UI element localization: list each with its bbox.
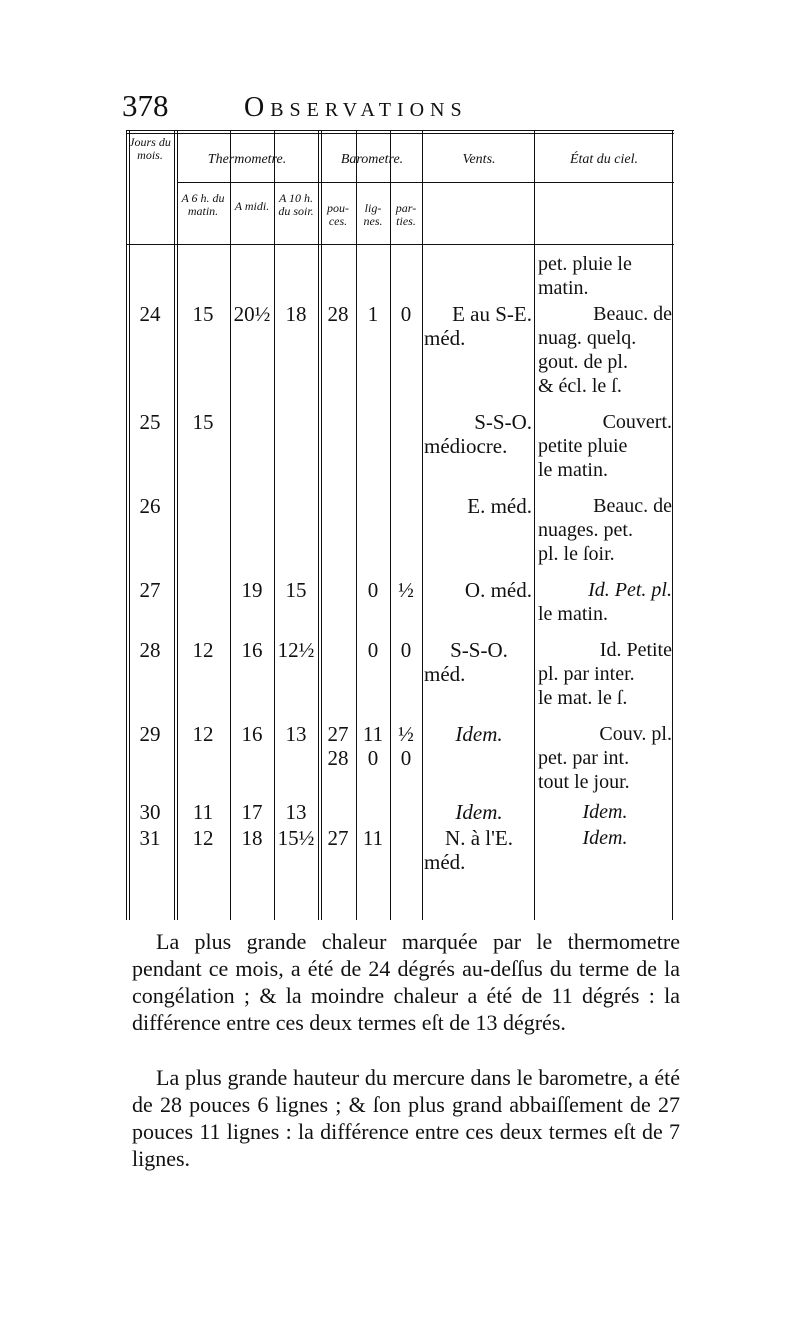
cell-baro-lines: 0	[367, 746, 379, 770]
cell-baro-lines: 11	[362, 826, 384, 850]
cell-baro-parts: 0	[400, 746, 412, 770]
cell-therm-morning: 15	[192, 302, 214, 326]
cell-sky: Idem.	[582, 827, 628, 849]
cell-sky: Beauc. de	[593, 495, 672, 517]
cell-wind: méd.	[424, 326, 466, 350]
cell-sky: le matin.	[538, 603, 608, 625]
cell-day: 28	[139, 638, 161, 662]
cell-sky: pet. par int.	[538, 747, 630, 769]
baro-col-rule-1	[356, 130, 357, 920]
cell-sky: Couv. pl.	[599, 723, 672, 745]
cell-baro-parts: 0	[400, 638, 412, 662]
summary-paragraph	[132, 1064, 680, 1172]
cell-day: 27	[139, 578, 161, 602]
cell-therm-morning: 11	[192, 800, 214, 824]
table-right-rule	[672, 130, 673, 920]
cell-wind: médiocre.	[424, 434, 508, 458]
header-mid-rule	[178, 182, 674, 183]
weather-table	[126, 130, 674, 920]
cell-baro-inches: 28	[327, 302, 349, 326]
cell-baro-inches: 27	[327, 722, 349, 746]
cell-therm-noon: 19	[241, 578, 263, 602]
header-therm-morning: A 6 h. du matin.	[181, 191, 225, 218]
cell-sky: gout. de pl.	[538, 351, 628, 373]
cell-sky: nuag. quelq.	[538, 327, 637, 349]
cell-therm-noon: 16	[241, 638, 263, 662]
cell-wind: Idem.	[455, 800, 503, 824]
cell-baro-inches: 28	[327, 746, 349, 770]
summary-barometer: La plus grande hauteur du mercure dans le barometre, a été de 28 pouces 6 lignes ; & ſon plus grand abbaiſſement de 27 pouces 11 lignes : la différence entre ces deux termes eſt de 7 lignes.	[132, 1065, 680, 1171]
cell-therm-evening: 18	[285, 302, 307, 326]
cell-baro-parts: 0	[400, 302, 412, 326]
cell-wind: S-S-O.	[450, 638, 508, 662]
cell-wind: Idem.	[455, 722, 503, 746]
cell-day: 31	[139, 826, 161, 850]
therm-col-rule-2	[274, 130, 275, 920]
cell-baro-parts: ½	[398, 578, 414, 602]
header-baro-inches: pou-ces.	[327, 201, 349, 228]
cell-sky: le mat. le ſ.	[538, 687, 628, 709]
header-baro-lines: lig-nes.	[363, 201, 383, 228]
header-baro-parts: par-ties.	[395, 201, 417, 228]
cell-sky: tout le jour.	[538, 771, 630, 793]
summary-paragraph	[132, 928, 680, 1036]
cell-wind: méd.	[424, 850, 466, 874]
cell-sky: pl. par inter.	[538, 663, 635, 685]
cell-baro-lines: 1	[367, 302, 379, 326]
cell-baro-lines: 11	[362, 722, 384, 746]
cell-sky: Idem.	[582, 801, 628, 823]
cell-therm-evening: 12½	[277, 638, 315, 662]
cell-therm-morning: 15	[192, 410, 214, 434]
cell-sky: petite pluie	[538, 435, 628, 457]
header-therm-noon: A midi.	[234, 199, 270, 213]
cell-therm-evening: 13	[285, 722, 307, 746]
cell-therm-noon: 18	[241, 826, 263, 850]
cell-therm-evening: 15	[285, 578, 307, 602]
cell-therm-noon: 16	[241, 722, 263, 746]
thermometer-rule	[318, 130, 322, 920]
table-top-rule	[126, 130, 674, 134]
cell-day: 24	[139, 302, 161, 326]
cell-baro-parts: ½	[398, 722, 414, 746]
header-sky: État du ciel.	[569, 152, 639, 167]
cell-therm-morning: 12	[192, 722, 214, 746]
cell-therm-evening: 15½	[277, 826, 315, 850]
cell-wind: E. méd.	[467, 494, 532, 518]
summary-temperature: La plus grande chaleur marquée par le thermometre pendant ce mois, a été de 24 dégrés au-deſſus du terme de la congélation ; & la moindre chaleur a été de 11 dégrés : la différence entre ces deux termes eſt de 13 dégrés.	[132, 929, 680, 1035]
baro-col-rule-2	[390, 130, 391, 920]
cell-sky: Id. Petite	[599, 639, 672, 661]
cell-baro-lines: 0	[367, 638, 379, 662]
cell-sky: le matin.	[538, 459, 608, 481]
cell-sky: Couvert.	[602, 411, 672, 433]
page-header	[118, 88, 678, 128]
cell-therm-morning: 12	[192, 826, 214, 850]
header-day: Jours du mois.	[129, 135, 171, 162]
header-thermometer: Thermometre.	[207, 152, 287, 167]
winds-rule	[534, 130, 535, 920]
cell-day: 26	[139, 494, 161, 518]
barometer-rule	[422, 130, 423, 920]
cell-day: 29	[139, 722, 161, 746]
cell-wind: E au S-E.	[452, 302, 532, 326]
running-title: Observations	[244, 92, 468, 123]
header-bottom-rule	[126, 244, 674, 245]
cell-wind: méd.	[424, 662, 466, 686]
cell-therm-morning: 12	[192, 638, 214, 662]
cell-therm-noon: 17	[241, 800, 263, 824]
cell-sky: Id. Pet. pl.	[588, 579, 672, 601]
cell-therm-evening: 13	[285, 800, 307, 824]
cell-baro-lines: 0	[367, 578, 379, 602]
cell-wind: O. méd.	[464, 578, 532, 602]
cell-day: 30	[139, 800, 161, 824]
sky-carry-line: matin.	[538, 277, 589, 299]
sky-carry-line: pet. pluie le	[538, 253, 632, 275]
cell-wind: N. à l'E.	[445, 826, 513, 850]
therm-col-rule-1	[230, 130, 231, 920]
cell-day: 25	[139, 410, 161, 434]
cell-sky: nuages. pet.	[538, 519, 633, 541]
cell-sky: Beauc. de	[593, 303, 672, 325]
cell-sky: & écl. le ſ.	[538, 375, 622, 397]
cell-wind: S-S-O.	[474, 410, 532, 434]
header-barometer: Barometre.	[340, 152, 404, 167]
header-winds: Vents.	[462, 152, 496, 167]
cell-sky: pl. le ſoir.	[538, 543, 615, 565]
cell-baro-inches: 27	[327, 826, 349, 850]
header-therm-evening: A 10 h. du soir.	[278, 191, 314, 218]
page-number: 378	[122, 88, 169, 123]
cell-therm-noon: 20½	[233, 302, 271, 326]
